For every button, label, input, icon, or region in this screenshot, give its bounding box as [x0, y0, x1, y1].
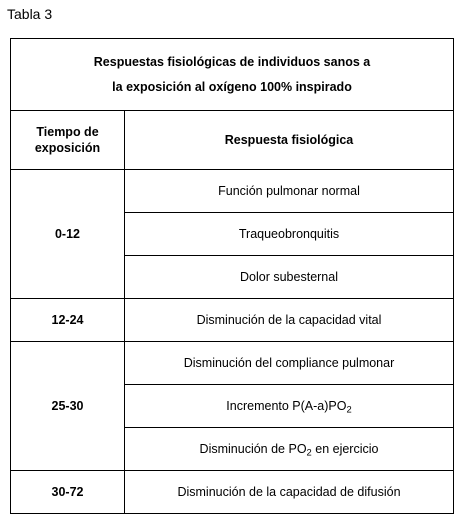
table-row [11, 342, 454, 385]
table-title-line-2: la exposición al oxígeno 100% inspirado [112, 79, 352, 94]
time-cell: 0-12 [11, 170, 125, 299]
table-row [11, 170, 454, 213]
response-cell [125, 385, 454, 428]
response-text: Disminución de PO [199, 442, 307, 456]
time-cell: 12-24 [11, 299, 125, 342]
subscript-2: 2 [346, 404, 352, 415]
response-cell: Disminución de la capacidad vital [125, 299, 454, 342]
column-header-time-line-2: exposición [34, 141, 101, 155]
table-title [11, 39, 454, 111]
response-cell: Disminución del compliance pulmonar [125, 342, 454, 385]
response-text-suffix: en ejercicio [311, 442, 379, 456]
column-header-time [11, 111, 125, 170]
oxygen-exposure-table [10, 38, 454, 514]
response-cell: Función pulmonar normal [125, 170, 454, 213]
response-text: Incremento P(A-a)PO [226, 399, 347, 413]
table-row [11, 471, 454, 514]
table-caption: Tabla 3 [7, 6, 53, 22]
response-cell: Traqueobronquitis [125, 213, 454, 256]
table-row [11, 299, 454, 342]
table-title-row [11, 39, 454, 111]
response-cell: Disminución de la capacidad de difusión [125, 471, 454, 514]
response-cell: Dolor subesternal [125, 256, 454, 299]
subscript-2: 2 [306, 447, 312, 458]
column-header-time-line-1: Tiempo de [36, 125, 99, 139]
table-title-line-1: Respuestas fisiológicas de individuos sanos a [93, 54, 371, 69]
column-header-response: Respuesta fisiológica [125, 111, 454, 170]
response-cell [125, 428, 454, 471]
table-header-row [11, 111, 454, 170]
time-cell: 30-72 [11, 471, 125, 514]
time-cell: 25-30 [11, 342, 125, 471]
